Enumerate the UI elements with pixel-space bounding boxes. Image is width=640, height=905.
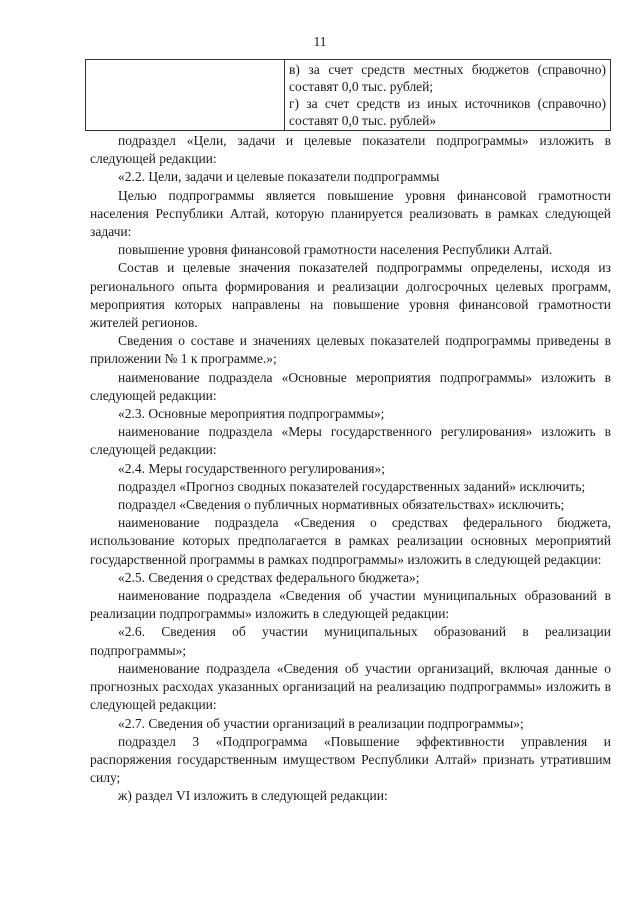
paragraph: Целью подпрограммы является повышение уровня финансовой грамотности населения Республики Алтай, которую планируется реализовать в рамках следующей задачи: — [90, 187, 611, 240]
paragraph: подраздел 3 «Подпрограмма «Повышение эффективности управления и распоряжения государственным имуществом Республики Алтай» признать утратившим силу; — [90, 733, 611, 786]
paragraph: наименование подраздела «Сведения об участии муниципальных образований в реализации подпрограммы» изложить в следующей редакции: — [90, 588, 611, 622]
paragraph: наименование подраздела «Сведения о средствах федерального бюджета, использование которых предполагается в рамках реализации основных мероприятий государственной программы в рамках подпрограммы» изложить в следующей редакции: — [90, 515, 611, 567]
paragraph: «2.2. Цели, задачи и целевые показатели подпрограммы — [118, 169, 440, 185]
paragraph: «2.3. Основные мероприятия подпрограммы»; — [118, 406, 385, 422]
paragraph: «2.7. Сведения об участии организаций в реализации подпрограммы»; — [118, 715, 524, 731]
paragraph: Сведения о составе и значениях целевых показателей подпрограммы приведены в приложении № 1 к программе.»; — [90, 333, 611, 367]
paragraph: наименование подраздела «Основные мероприятия подпрограммы» изложить в следующей редакции: — [90, 369, 611, 403]
page-number: 11 — [313, 34, 327, 49]
table-cell-funding — [285, 60, 611, 131]
paragraph: Состав и целевые значения показателей подпрограммы определены, исходя из регионального опыта формирования и реализации долгосрочных целевых программ, мероприятия которых направлены на повышение уровня финансовой грамотности жителей регионов. — [90, 260, 611, 331]
document-body — [90, 132, 611, 806]
paragraph: повышение уровня финансовой грамотности населения Республики Алтай. — [118, 242, 553, 258]
paragraph: наименование подраздела «Меры государственного регулирования» изложить в следующей редакции: — [90, 424, 611, 458]
paragraph: «2.6. Сведения об участии муниципальных образований в реализации подпрограммы»; — [90, 624, 611, 658]
paragraph: наименование подраздела «Сведения об участии организаций, включая данные о прогнозных расходах указанных организаций на реализацию подпрограммы» изложить в следующей редакции: — [90, 660, 611, 713]
passport-table-fragment — [85, 59, 611, 131]
funding-local-budgets: в) за счет средств местных бюджетов (справочно) составят 0,0 тыс. рублей; — [289, 62, 606, 94]
paragraph: «2.5. Сведения о средствах федерального бюджета»; — [118, 569, 420, 585]
funding-other-sources: г) за счет средств из иных источников (справочно) составят 0,0 тыс. рублей» — [289, 96, 606, 128]
paragraph: подраздел «Цели, задачи и целевые показатели подпрограммы» изложить в следующей редакции: — [90, 133, 611, 167]
paragraph: «2.4. Меры государственного регулирования»; — [118, 460, 385, 476]
table-cell-empty — [86, 60, 285, 131]
paragraph: подраздел «Сведения о публичных нормативных обязательствах» исключить; — [118, 497, 565, 513]
paragraph: подраздел «Прогноз сводных показателей государственных заданий» исключить; — [118, 478, 586, 494]
table-row — [86, 60, 611, 131]
paragraph: ж) раздел VI изложить в следующей редакции: — [118, 788, 388, 804]
